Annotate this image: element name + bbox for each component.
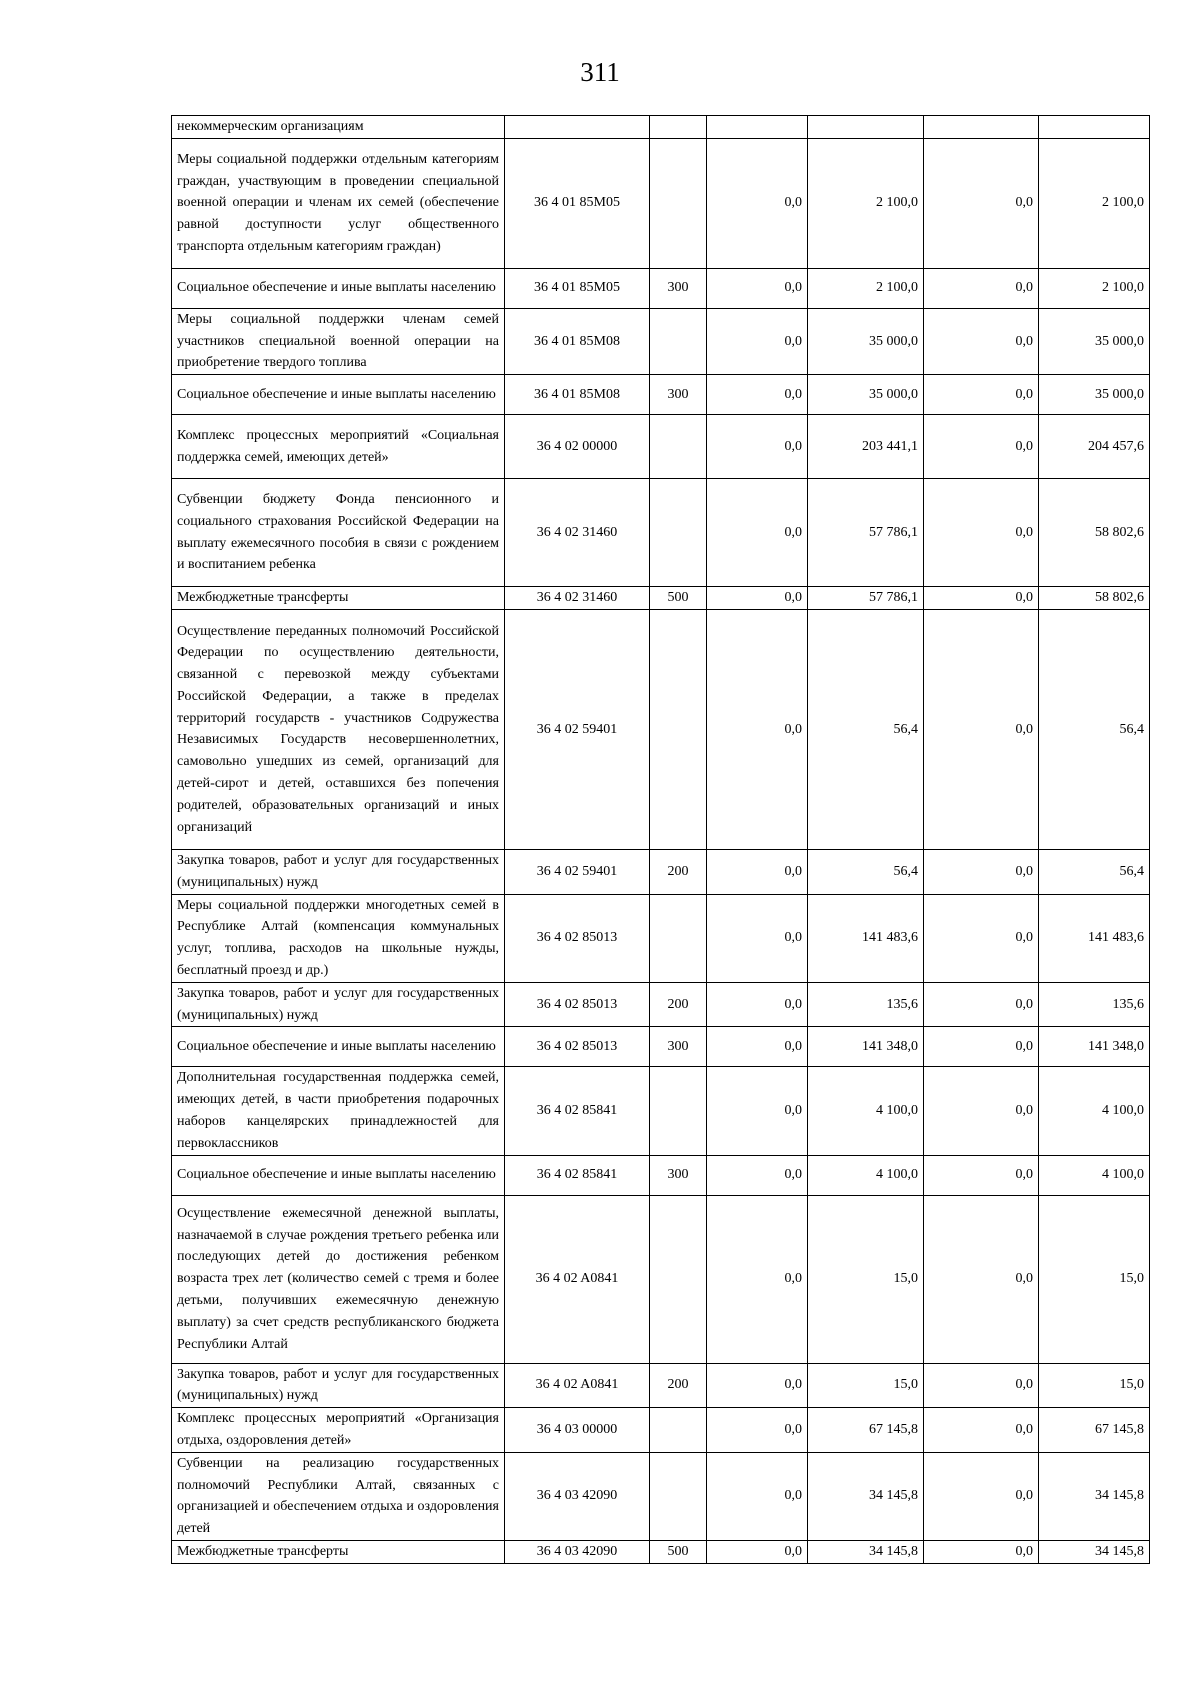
row-value-1: 0,0	[707, 1408, 808, 1453]
row-expense-type: 300	[650, 268, 707, 308]
row-value-2: 15,0	[808, 1363, 924, 1408]
row-value-1: 0,0	[707, 982, 808, 1027]
table-row	[172, 1408, 1150, 1453]
row-value-4: 204 457,6	[1039, 415, 1150, 479]
row-value-4: 35 000,0	[1039, 375, 1150, 415]
row-value-2: 35 000,0	[808, 308, 924, 374]
row-value-3: 0,0	[924, 1067, 1039, 1155]
row-name: Закупка товаров, работ и услуг для государственных (муниципальных) нужд	[172, 849, 505, 894]
row-name: Межбюджетные трансферты	[172, 1540, 505, 1563]
row-expense-type	[650, 308, 707, 374]
table-row	[172, 1363, 1150, 1408]
row-value-2	[808, 116, 924, 139]
row-value-2: 56,4	[808, 609, 924, 849]
table-row	[172, 587, 1150, 610]
row-code: 36 4 03 42090	[505, 1540, 650, 1563]
row-expense-type: 200	[650, 849, 707, 894]
row-value-1: 0,0	[707, 375, 808, 415]
row-code: 36 4 01 85M05	[505, 138, 650, 268]
row-value-2: 56,4	[808, 849, 924, 894]
row-expense-type: 200	[650, 1363, 707, 1408]
row-code: 36 4 03 00000	[505, 1408, 650, 1453]
row-value-4: 58 802,6	[1039, 587, 1150, 610]
table-row	[172, 1027, 1150, 1067]
row-value-1: 0,0	[707, 1540, 808, 1563]
row-value-3: 0,0	[924, 268, 1039, 308]
row-code: 36 4 02 A0841	[505, 1363, 650, 1408]
row-value-3: 0,0	[924, 609, 1039, 849]
row-expense-type	[650, 479, 707, 587]
row-value-3: 0,0	[924, 1363, 1039, 1408]
row-value-1: 0,0	[707, 1067, 808, 1155]
row-value-1: 0,0	[707, 138, 808, 268]
row-code: 36 4 02 85841	[505, 1067, 650, 1155]
row-code: 36 4 02 85841	[505, 1155, 650, 1195]
row-expense-type: 300	[650, 1027, 707, 1067]
table-row	[172, 375, 1150, 415]
row-value-1: 0,0	[707, 587, 808, 610]
row-value-4: 141 483,6	[1039, 894, 1150, 982]
row-value-4: 4 100,0	[1039, 1155, 1150, 1195]
table-row	[172, 609, 1150, 849]
row-name: Субвенции бюджету Фонда пенсионного и социального страхования Российской Федерации на выплату ежемесячного пособия в связи с рождением и воспитанием ребенка	[172, 479, 505, 587]
row-expense-type: 300	[650, 375, 707, 415]
row-expense-type: 500	[650, 1540, 707, 1563]
row-value-1: 0,0	[707, 1363, 808, 1408]
row-value-1: 0,0	[707, 1452, 808, 1540]
row-value-4: 34 145,8	[1039, 1540, 1150, 1563]
row-name: Социальное обеспечение и иные выплаты населению	[172, 268, 505, 308]
row-expense-type	[650, 1195, 707, 1363]
row-value-2: 34 145,8	[808, 1452, 924, 1540]
row-expense-type	[650, 138, 707, 268]
row-value-4: 135,6	[1039, 982, 1150, 1027]
row-value-1: 0,0	[707, 479, 808, 587]
row-expense-type	[650, 609, 707, 849]
row-value-1: 0,0	[707, 308, 808, 374]
row-value-2: 57 786,1	[808, 479, 924, 587]
row-value-1: 0,0	[707, 609, 808, 849]
budget-table	[171, 115, 1150, 1564]
row-code: 36 4 02 85013	[505, 894, 650, 982]
row-value-2: 67 145,8	[808, 1408, 924, 1453]
row-value-3: 0,0	[924, 138, 1039, 268]
row-name: Осуществление переданных полномочий Российской Федерации по осуществлению деятельности, связанной с перевозкой между субъектами Российской Федерации, а также в пределах территорий государств - участников Содружества Независимых Государств несовершеннолетних, самовольно ушедших из семей, организаций для детей-сирот и детей, оставшихся без попечения родителей, образовательных организаций и иных организаций	[172, 609, 505, 849]
row-name: некоммерческим организациям	[172, 116, 505, 139]
row-value-4: 2 100,0	[1039, 268, 1150, 308]
row-value-1	[707, 116, 808, 139]
row-value-2: 2 100,0	[808, 268, 924, 308]
row-code: 36 4 01 85M08	[505, 308, 650, 374]
row-name: Комплекс процессных мероприятий «Организация отдыха, оздоровления детей»	[172, 1408, 505, 1453]
row-value-4: 15,0	[1039, 1363, 1150, 1408]
row-value-3: 0,0	[924, 1195, 1039, 1363]
row-value-4: 56,4	[1039, 609, 1150, 849]
table-row	[172, 1452, 1150, 1540]
row-value-3: 0,0	[924, 587, 1039, 610]
row-value-3: 0,0	[924, 1155, 1039, 1195]
row-value-2: 15,0	[808, 1195, 924, 1363]
row-code	[505, 116, 650, 139]
table-row	[172, 1540, 1150, 1563]
table-row	[172, 415, 1150, 479]
row-value-2: 203 441,1	[808, 415, 924, 479]
row-value-3: 0,0	[924, 894, 1039, 982]
row-value-2: 34 145,8	[808, 1540, 924, 1563]
row-value-3: 0,0	[924, 1408, 1039, 1453]
row-value-2: 2 100,0	[808, 138, 924, 268]
row-value-1: 0,0	[707, 415, 808, 479]
row-name: Меры социальной поддержки многодетных семей в Республике Алтай (компенсация коммунальных услуг, топлива, расходов на школьные нужды, бесплатный проезд и др.)	[172, 894, 505, 982]
row-value-4: 34 145,8	[1039, 1452, 1150, 1540]
table-row	[172, 268, 1150, 308]
row-name: Социальное обеспечение и иные выплаты населению	[172, 1027, 505, 1067]
row-name: Комплекс процессных мероприятий «Социальная поддержка семей, имеющих детей»	[172, 415, 505, 479]
row-code: 36 4 01 85M05	[505, 268, 650, 308]
row-value-3: 0,0	[924, 1540, 1039, 1563]
row-value-4: 56,4	[1039, 849, 1150, 894]
row-value-3: 0,0	[924, 849, 1039, 894]
row-value-3: 0,0	[924, 982, 1039, 1027]
row-value-3	[924, 116, 1039, 139]
row-name: Меры социальной поддержки членам семей участников специальной военной операции на приобретение твердого топлива	[172, 308, 505, 374]
row-value-1: 0,0	[707, 268, 808, 308]
row-code: 36 4 02 31460	[505, 587, 650, 610]
row-name: Дополнительная государственная поддержка семей, имеющих детей, в части приобретения подарочных наборов канцелярских принадлежностей для первоклассников	[172, 1067, 505, 1155]
row-value-4	[1039, 116, 1150, 139]
row-value-1: 0,0	[707, 1027, 808, 1067]
row-value-4: 4 100,0	[1039, 1067, 1150, 1155]
row-value-2: 141 348,0	[808, 1027, 924, 1067]
row-value-4: 35 000,0	[1039, 308, 1150, 374]
row-value-3: 0,0	[924, 308, 1039, 374]
row-code: 36 4 02 85013	[505, 982, 650, 1027]
row-expense-type	[650, 1408, 707, 1453]
table-row	[172, 849, 1150, 894]
row-name: Осуществление ежемесячной денежной выплаты, назначаемой в случае рождения третьего ребенка или последующих детей до достижения ребенком возраста трех лет (количество семей с тремя и более детьми, получивших ежемесячную денежную выплату) за счет средств республиканского бюджета Республики Алтай	[172, 1195, 505, 1363]
row-expense-type: 300	[650, 1155, 707, 1195]
row-value-3: 0,0	[924, 375, 1039, 415]
row-value-2: 4 100,0	[808, 1155, 924, 1195]
row-value-1: 0,0	[707, 1155, 808, 1195]
row-name: Закупка товаров, работ и услуг для государственных (муниципальных) нужд	[172, 982, 505, 1027]
row-value-2: 57 786,1	[808, 587, 924, 610]
row-expense-type	[650, 116, 707, 139]
row-code: 36 4 03 42090	[505, 1452, 650, 1540]
table-row	[172, 479, 1150, 587]
row-code: 36 4 02 A0841	[505, 1195, 650, 1363]
row-name: Меры социальной поддержки отдельным категориям граждан, участвующим в проведении специальной военной операции и членам их семей (обеспечение равной доступности услуг общественного транспорта отдельным категориям граждан)	[172, 138, 505, 268]
row-value-4: 141 348,0	[1039, 1027, 1150, 1067]
table-row	[172, 116, 1150, 139]
page-number: 311	[580, 57, 620, 87]
row-name: Межбюджетные трансферты	[172, 587, 505, 610]
row-value-2: 135,6	[808, 982, 924, 1027]
table-row	[172, 1195, 1150, 1363]
row-value-2: 35 000,0	[808, 375, 924, 415]
row-expense-type	[650, 1452, 707, 1540]
row-code: 36 4 02 59401	[505, 609, 650, 849]
table-row	[172, 308, 1150, 374]
row-expense-type: 200	[650, 982, 707, 1027]
table-row	[172, 1067, 1150, 1155]
table-row	[172, 138, 1150, 268]
row-value-1: 0,0	[707, 1195, 808, 1363]
row-value-1: 0,0	[707, 849, 808, 894]
row-expense-type: 500	[650, 587, 707, 610]
table-row	[172, 1155, 1150, 1195]
row-code: 36 4 02 59401	[505, 849, 650, 894]
table-row	[172, 982, 1150, 1027]
row-name: Социальное обеспечение и иные выплаты населению	[172, 1155, 505, 1195]
row-expense-type	[650, 415, 707, 479]
row-expense-type	[650, 894, 707, 982]
budget-table-body	[172, 116, 1150, 1564]
row-code: 36 4 02 00000	[505, 415, 650, 479]
table-row	[172, 894, 1150, 982]
row-name: Закупка товаров, работ и услуг для государственных (муниципальных) нужд	[172, 1363, 505, 1408]
row-value-3: 0,0	[924, 1027, 1039, 1067]
row-code: 36 4 01 85M08	[505, 375, 650, 415]
row-value-1: 0,0	[707, 894, 808, 982]
row-value-3: 0,0	[924, 1452, 1039, 1540]
row-value-2: 141 483,6	[808, 894, 924, 982]
row-value-4: 2 100,0	[1039, 138, 1150, 268]
row-value-4: 67 145,8	[1039, 1408, 1150, 1453]
row-code: 36 4 02 85013	[505, 1027, 650, 1067]
row-value-4: 15,0	[1039, 1195, 1150, 1363]
row-code: 36 4 02 31460	[505, 479, 650, 587]
row-value-3: 0,0	[924, 479, 1039, 587]
row-value-3: 0,0	[924, 415, 1039, 479]
row-name: Социальное обеспечение и иные выплаты населению	[172, 375, 505, 415]
row-value-2: 4 100,0	[808, 1067, 924, 1155]
row-value-4: 58 802,6	[1039, 479, 1150, 587]
row-expense-type	[650, 1067, 707, 1155]
row-name: Субвенции на реализацию государственных полномочий Республики Алтай, связанных с организацией и обеспечением отдыха и оздоровления детей	[172, 1452, 505, 1540]
